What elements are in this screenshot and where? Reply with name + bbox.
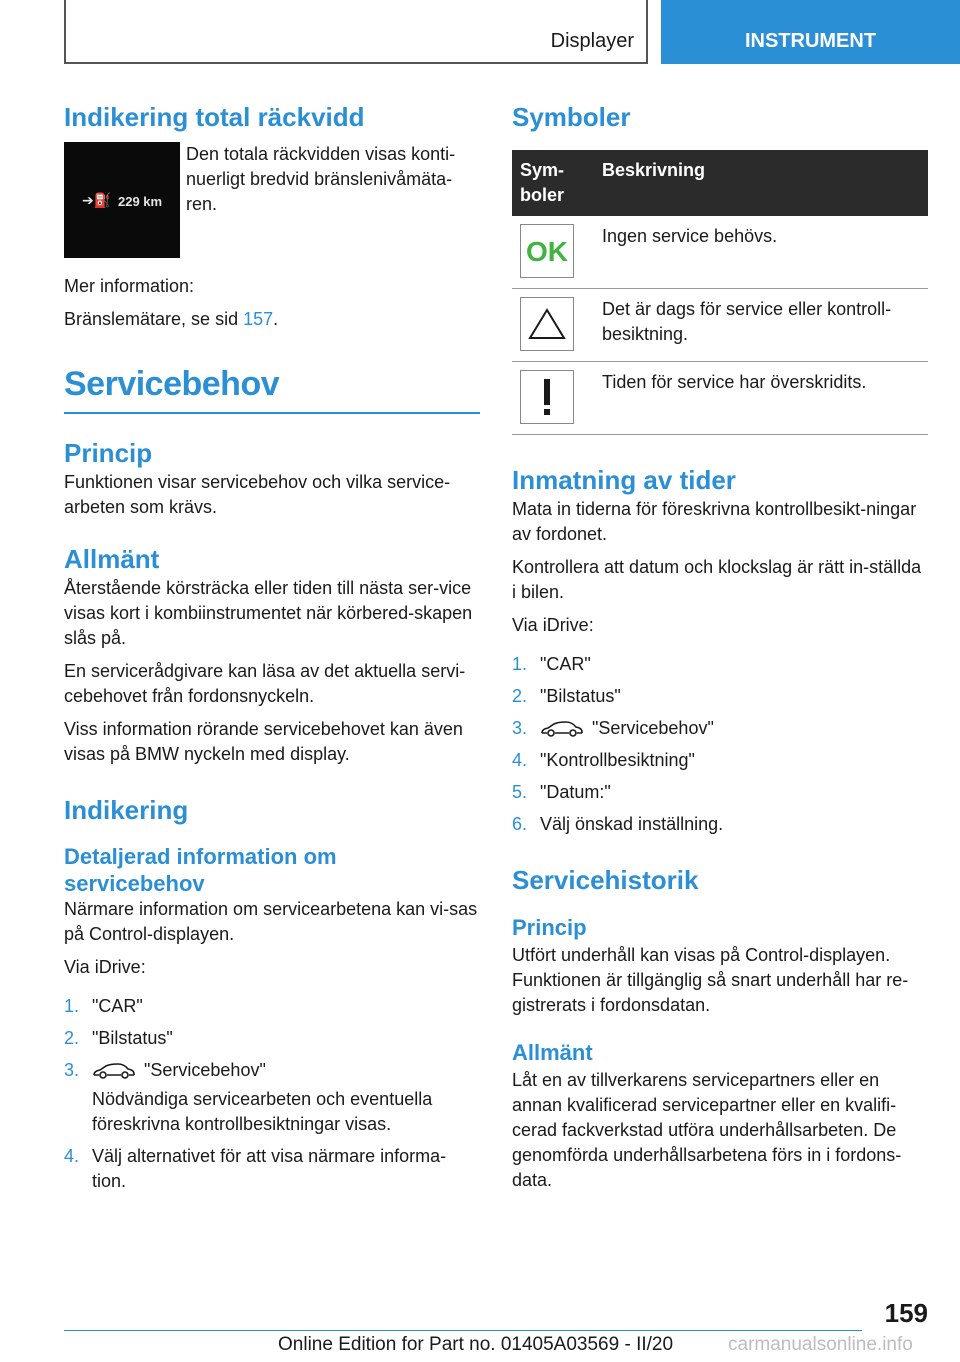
list-item: 6. Välj önskad inställning.: [512, 814, 724, 834]
left-column: [64, 100, 480, 1202]
detail-heading: Detaljerad information om servicebehov: [64, 844, 337, 896]
symbol-table: [512, 150, 928, 435]
fuel-ref-end: .: [273, 309, 279, 329]
range-block: [64, 142, 480, 268]
warning-triangle-icon: [520, 297, 574, 351]
list-item: 4. Välj alternativet för att visa närmare informa-tion.: [64, 1146, 447, 1191]
princip-text: Funktionen visar servicebehov och vilka service-arbeten som krävs.: [64, 472, 451, 517]
range-display-image: [64, 142, 180, 258]
section-tab: Displayer: [64, 0, 648, 64]
car-icon: [540, 721, 584, 737]
exclamation-icon: [520, 370, 574, 424]
more-info: Mer information:: [64, 276, 195, 296]
via-idrive: Via iDrive:: [64, 957, 146, 977]
detail-text: Närmare information om servicearbetena kan vi-sas på Control-displayen.: [64, 899, 478, 944]
historik-allmant-heading: Allmänt: [512, 1040, 593, 1065]
service-title: Servicebehov: [64, 362, 480, 414]
symboler-heading: Symboler: [512, 102, 631, 132]
range-value: 229 km: [118, 194, 163, 209]
inmatning-text-2: Kontrollera att datum och klockslag är rätt in-ställda i bilen.: [512, 557, 922, 602]
edition-text: Online Edition for Part no. 01405A03569 - II/20: [278, 1334, 674, 1355]
table-header-symbol: Sym-boler: [512, 150, 594, 216]
historik-princip-heading: Princip: [512, 915, 587, 940]
list-item: 1. "CAR": [512, 654, 591, 674]
via-idrive: Via iDrive:: [512, 615, 594, 635]
range-text: Den totala räckvidden visas konti-nuerligt bredvid bränslenivåmäta-ren.: [186, 144, 456, 214]
fuel-ref-link[interactable]: 157: [243, 309, 274, 329]
list-item: 2. "Bilstatus": [512, 686, 621, 706]
allmant-text-1: Återstående körsträcka eller tiden till nästa ser-vice visas kort i kombiinstrumentet när körbered-skapen slås på.: [64, 578, 473, 648]
right-column: [512, 100, 928, 1201]
car-icon: [92, 1063, 136, 1079]
list-item: 3. "Servicebehov" Nödvändiga servicearbeten och eventuella föreskrivna kontrollbesiktningar visas.: [64, 1060, 433, 1134]
list-item: 5. "Datum:": [512, 782, 611, 802]
chapter-tab: INSTRUMENT: [661, 0, 960, 64]
list-item: 4. "Kontrollbesiktning": [512, 750, 695, 770]
page-number: 159: [884, 1298, 928, 1328]
princip-heading: Princip: [64, 438, 153, 468]
footer-divider: [64, 1330, 862, 1331]
historik-allmant-text: Låt en av tillverkarens servicepartners eller en annan kvalificerad servicepartner eller en kvalifi-cerad fackverkstad utföra underhållsarbeten. De genomförda underhållsarbetena förs in i fordons-data.: [512, 1070, 902, 1190]
range-heading: Indikering total räckvidd: [64, 102, 365, 132]
historik-heading: Servicehistorik: [512, 865, 699, 895]
table-header-description: Beskrivning: [594, 150, 928, 216]
fuel-reference: [64, 307, 480, 332]
list-item: 2. "Bilstatus": [64, 1028, 173, 1048]
table-row: OK Ingen service behövs.: [512, 216, 928, 289]
allmant-heading: Allmänt: [64, 544, 160, 574]
allmant-text-2: En servicerådgivare kan läsa av det aktuella servi-cebehovet från fordonsnyckeln.: [64, 661, 466, 706]
ok-icon: OK: [520, 224, 574, 278]
fuel-pump-icon: ➔⛽: [82, 192, 112, 208]
indikering-heading: Indikering: [64, 795, 189, 825]
watermark: carmanualsonline.info: [728, 1334, 913, 1355]
historik-princip-text: Utfört underhåll kan visas på Control-displayen. Funktionen är tillgänglig så snart underhåll har re-gistrerats i fordonsdatan.: [512, 945, 909, 1015]
list-item: 3. "Servicebehov": [512, 718, 714, 738]
allmant-text-3: Viss information rörande servicebehovet kan även visas på BMW nyckeln med display.: [64, 719, 463, 764]
list-item: 1. "CAR": [64, 996, 143, 1016]
table-row: Det är dags för service eller kontroll-besiktning.: [512, 289, 928, 362]
right-steps: [512, 652, 928, 837]
inmatning-text-1: Mata in tiderna för föreskrivna kontrollbesikt-ningar av fordonet.: [512, 499, 917, 544]
fuel-ref-text: Bränslemätare, se sid: [64, 309, 239, 329]
left-steps: [64, 994, 480, 1194]
inmatning-heading: Inmatning av tider: [512, 465, 736, 495]
table-row: Tiden för service har överskridits.: [512, 362, 928, 435]
